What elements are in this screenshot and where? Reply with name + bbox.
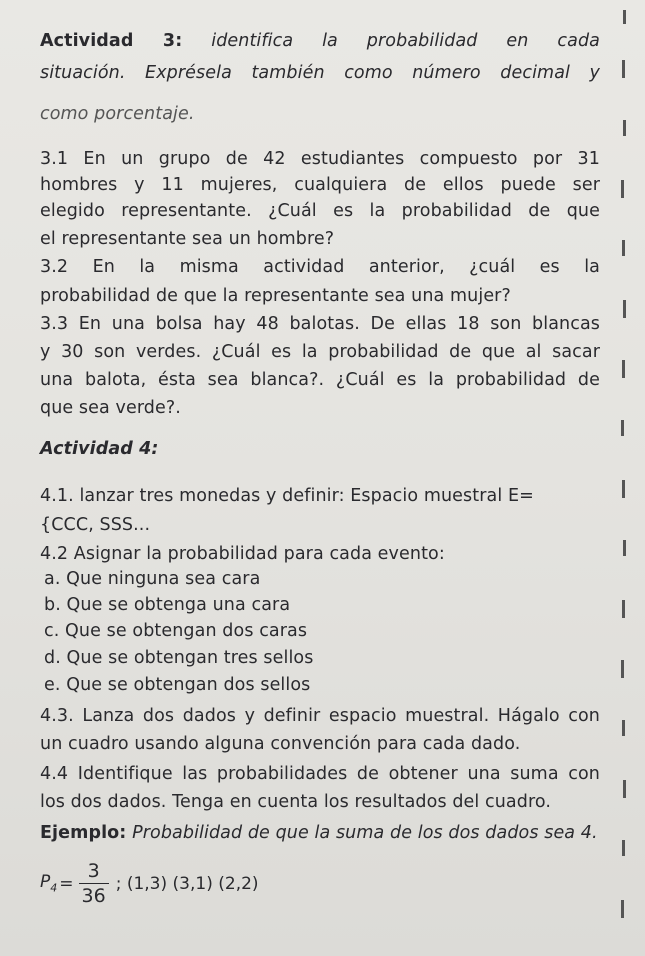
- question-4-2: 4.2 Asignar la probabilidad para cada evento:: [40, 544, 445, 564]
- formula-p-letter: P: [40, 872, 51, 893]
- probability-formula: [40, 860, 259, 907]
- edge-mark: [621, 420, 624, 436]
- edge-mark: [622, 60, 625, 78]
- question-3-1-line-1: 3.1 En un grupo de 42 estudiantes compuesto por 31: [40, 149, 600, 169]
- event-item-e: e. Que se obtengan dos sellos: [44, 675, 311, 695]
- activity-4-heading: Actividad 4:: [40, 439, 159, 459]
- event-item-a: a. Que ninguna sea cara: [44, 569, 261, 589]
- example-line: [40, 822, 598, 844]
- edge-mark: [622, 240, 625, 256]
- edge-mark: [622, 360, 625, 378]
- activity-3-heading: [40, 30, 600, 52]
- notebook-edge-marks: [611, 0, 645, 956]
- edge-mark: [623, 540, 626, 556]
- event-item-d: d. Que se obtengan tres sellos: [44, 648, 314, 668]
- formula-pairs: ; (1,3) (3,1) (2,2): [115, 873, 259, 894]
- question-3-1-line-2: hombres y 11 mujeres, cualquiera de ellos puede ser: [40, 175, 600, 195]
- formula-denominator: 36: [81, 885, 106, 907]
- formula-numerator: 3: [87, 860, 100, 882]
- question-4-3-line-2: un cuadro usando alguna convención para cada dado.: [40, 734, 521, 754]
- edge-mark: [622, 480, 625, 498]
- edge-mark: [621, 180, 624, 198]
- question-3-1-line-4: el representante sea un hombre?: [40, 229, 335, 249]
- question-3-2-line-2: probabilidad de que la representante sea una mujer?: [40, 286, 511, 306]
- activity-3-instruction: identifica la probabilidad en cada: [182, 31, 600, 51]
- activity-3-label: Actividad 3:: [40, 31, 183, 51]
- edge-mark: [623, 780, 626, 798]
- question-4-3-line-1: 4.3. Lanza dos dados y definir espacio muestral. Hágalo con: [40, 706, 600, 726]
- edge-mark: [622, 840, 625, 856]
- formula-equals: =: [59, 873, 74, 894]
- edge-mark: [623, 10, 626, 24]
- question-4-4-line-2: los dos dados. Tenga en cuenta los resultados del cuadro.: [40, 792, 552, 812]
- edge-mark: [621, 900, 624, 918]
- question-3-3-line-2: y 30 son verdes. ¿Cuál es la probabilidad de que al sacar: [40, 342, 600, 362]
- edge-mark: [623, 120, 626, 136]
- formula-p-subscript: 4: [50, 881, 58, 895]
- edge-mark: [622, 600, 625, 618]
- activity-3-line-2: situación. Exprésela también como número decimal y: [40, 63, 600, 83]
- question-4-1-line-2: {CCC, SSS...: [40, 515, 151, 535]
- question-3-2-line-1: 3.2 En la misma actividad anterior, ¿cuál es la: [40, 257, 600, 277]
- event-item-b: b. Que se obtenga una cara: [44, 595, 291, 615]
- formula-fraction: [78, 860, 110, 907]
- edge-mark: [622, 720, 625, 736]
- example-label: Ejemplo:: [40, 823, 127, 843]
- formula-p: [40, 872, 57, 894]
- question-3-3-line-3: una balota, ésta sea blanca?. ¿Cuál es la probabilidad de: [40, 370, 600, 390]
- question-4-1-line-1: 4.1. lanzar tres monedas y definir: Espacio muestral E=: [40, 486, 534, 506]
- example-text: Probabilidad de que la suma de los dos dados sea 4.: [126, 823, 598, 843]
- question-3-3-line-4: que sea verde?.: [40, 398, 181, 418]
- question-3-3-line-1: 3.3 En una bolsa hay 48 balotas. De ellas 18 son blancas: [40, 314, 600, 334]
- question-4-4-line-1: 4.4 Identifique las probabilidades de obtener una suma con: [40, 764, 600, 784]
- event-item-c: c. Que se obtengan dos caras: [44, 621, 308, 641]
- edge-mark: [621, 660, 624, 678]
- question-3-1-line-3: elegido representante. ¿Cuál es la probabilidad de que: [40, 201, 600, 221]
- activity-3-line-3: como porcentaje.: [40, 104, 195, 124]
- edge-mark: [623, 300, 626, 318]
